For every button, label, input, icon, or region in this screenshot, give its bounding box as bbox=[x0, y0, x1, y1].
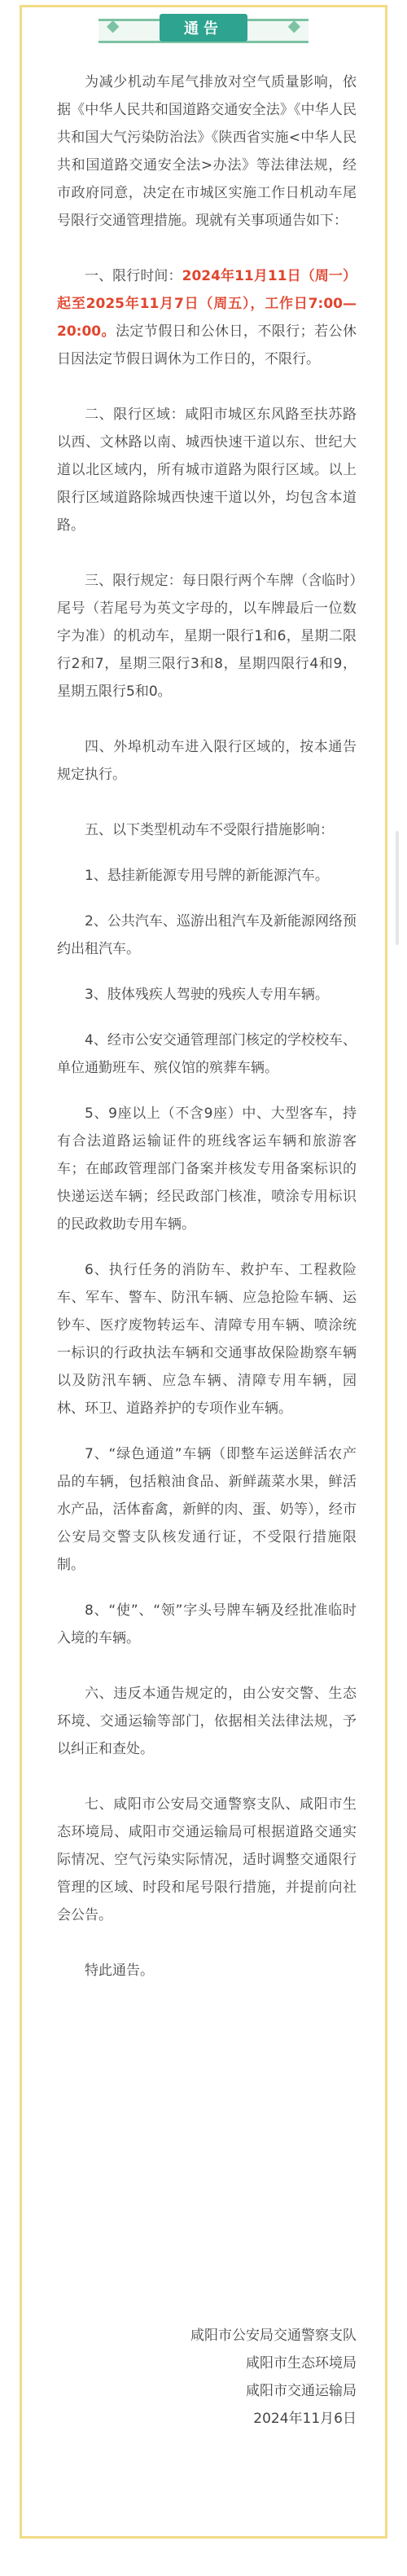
section-1-suffix: 法定节假日和公休日，不限行；若公休日因法定节假日调休为工作日的，不限行。 bbox=[57, 323, 357, 367]
diamond-right-icon: ◆ bbox=[287, 15, 300, 35]
section-1-prefix: 一、限行时间： bbox=[85, 268, 182, 284]
signature-org-environment: 咸阳市生态环境局 bbox=[246, 2355, 357, 2372]
intro-paragraph: 为减少机动车尾气排放对空气质量影响，依据《中华人民共和国道路交通安全法》《中华人民共和国大气污染防治法》《陕西省实施<中华人民共和国道路交通安全法>办法》等法律法规，经市政府同意，决定在市城区实施工作日机动车尾号限行交通管理措施。现就有关事项通告如下： bbox=[57, 74, 357, 229]
section-5-exemptions: 五、以下类型机动车不受限行措施影响： bbox=[85, 822, 334, 838]
section-1-time bbox=[57, 262, 357, 373]
section-3-rules: 三、限行规定：每日限行两个车牌（含临时）尾号（若尾号为英文字母的，以车牌最后一位数字为准）的机动车，星期一限行1和6，星期二限行2和7，星期三限行3和8，星期四限行4和9，星期五限行5和0。 bbox=[57, 573, 357, 700]
diamond-left-icon: ◆ bbox=[107, 15, 120, 35]
notice-body bbox=[57, 68, 357, 2012]
signature-org-police: 咸阳市公安局交通警察支队 bbox=[190, 2328, 357, 2344]
exemption-item-2: 2、公共汽车、巡游出租汽车及新能源网络预约出租汽车。 bbox=[57, 913, 357, 957]
exemption-item-5: 5、9座以上（不含9座）中、大型客车，持有合法道路运输证件的班线客运车辆和旅游客车；在邮政管理部门备案并核发专用备案标识的快递运送车辆；经民政部门核准，喷涂专用标识的民政救助专用车辆。 bbox=[57, 1106, 357, 1233]
section-6-enforcement: 六、违反本通告规定的，由公安交警、生态环境、交通运输等部门，依据相关法律法规，予以纠正和查处。 bbox=[57, 1686, 357, 1757]
exemption-item-1: 1、悬挂新能源专用号牌的新能源汽车。 bbox=[85, 868, 329, 884]
section-4-nonlocal: 四、外埠机动车进入限行区域的，按本通告规定执行。 bbox=[57, 739, 357, 783]
section-1-highlight: 2024年11月11日（周一）起至2025年11月7日（周五），工作日7:00—20:00。 bbox=[57, 268, 357, 340]
exemption-item-4: 4、经市公安交通管理部门核定的学校校车、单位通勤班车、殡仪馆的殡葬车辆。 bbox=[57, 1032, 357, 1076]
notice-header bbox=[22, 7, 385, 53]
section-7-adjustment: 七、咸阳市公安局交通警察支队、咸阳市生态环境局、咸阳市交通运输局可根据道路交通实际情况、空气污染实际情况，适时调整交通限行管理的区域、时段和尾号限行措施，并提前向社会公告。 bbox=[57, 1796, 357, 1923]
exemption-item-6: 6、执行任务的消防车、救护车、工程救险车、军车、警车、防汛车辆、应急抢险车辆、运钞车、医疗废物转运车、清障专用车辆、喷涂统一标识的行政执法车辆和交通事故保险勘察车辆以及防汛车辆、应急车辆、清障专用车辆，园林、环卫、道路养护的专项作业车辆。 bbox=[57, 1262, 357, 1417]
notice-title: 通告 bbox=[160, 14, 247, 42]
closing-line: 特此通告。 bbox=[85, 1963, 154, 1979]
signature-date: 2024年11月6日 bbox=[253, 2411, 357, 2427]
scrollbar[interactable] bbox=[396, 831, 399, 945]
section-2-area: 二、限行区域：咸阳市城区东风路至扶苏路以西、文林路以南、城西快速干道以东、世纪大道以北区域内，所有城市道路为限行区域。以上限行区域道路除城西快速干道以外，均包含本道路。 bbox=[57, 407, 357, 534]
exemption-item-7: 7、“绿色通道”车辆（即整车运送鲜活农产品的车辆，包括粮油食品、新鲜蔬菜水果，鲜活水产品，活体畜禽，新鲜的肉、蛋、奶等），经市公安局交警支队核发通行证，不受限行措施限制。 bbox=[57, 1446, 357, 1573]
exemption-item-3: 3、肢体残疾人驾驶的残疾人专用车辆。 bbox=[85, 987, 329, 1003]
exemption-item-8: 8、“使”、“领”字头号牌车辆及经批准临时入境的车辆。 bbox=[57, 1602, 357, 1646]
signature-org-transport: 咸阳市交通运输局 bbox=[246, 2383, 357, 2399]
signature-block bbox=[190, 2322, 357, 2433]
